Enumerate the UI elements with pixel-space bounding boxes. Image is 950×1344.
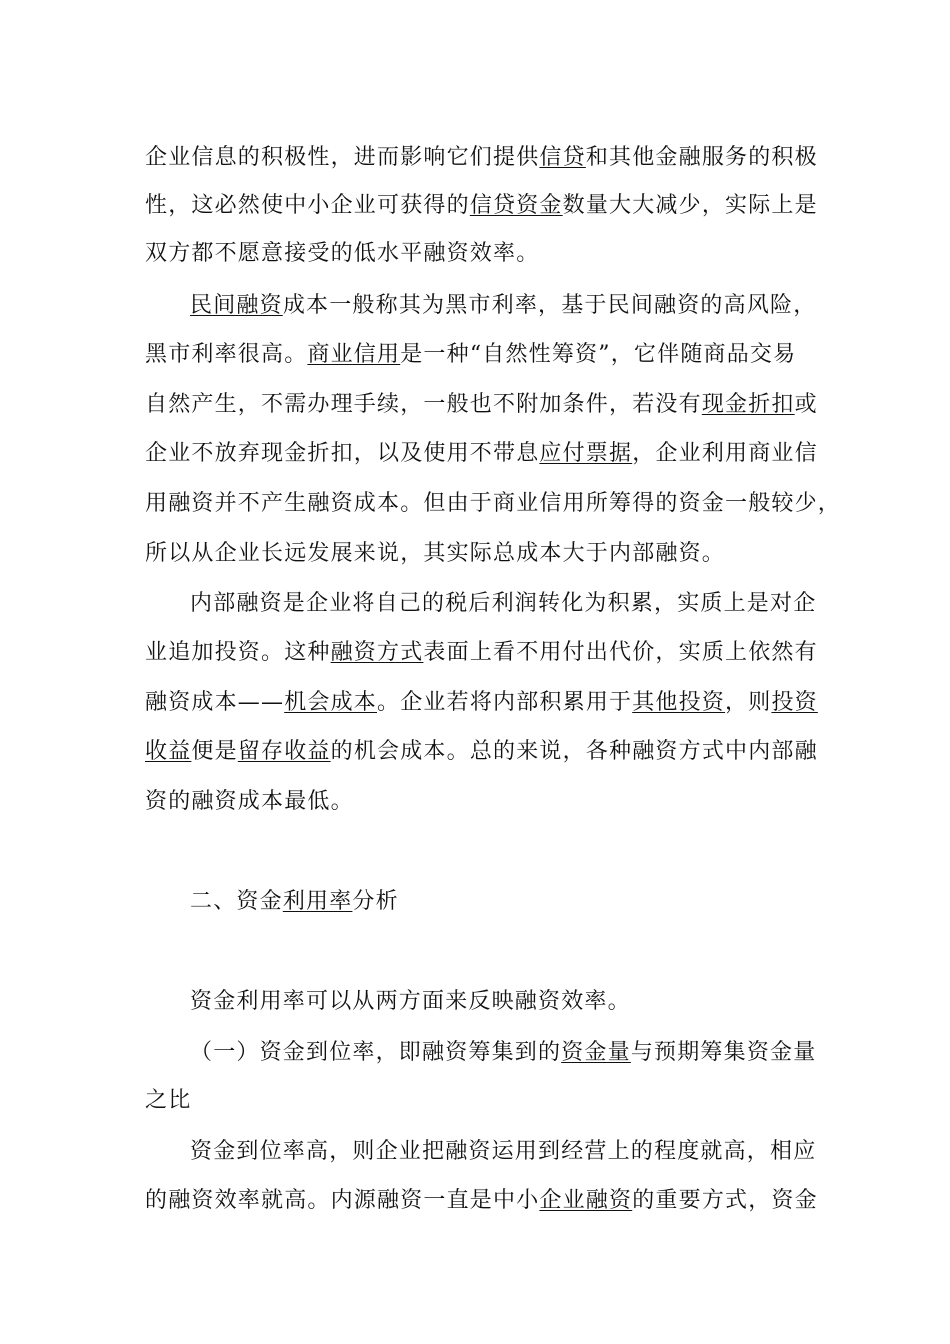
- text-run: ，则: [725, 690, 772, 715]
- text-run: 用融资并不产生融资成本。但由于商业信用所筹得的资金一般较少，: [145, 491, 842, 516]
- paragraph-line: [145, 337, 796, 368]
- paragraph-line: [190, 984, 631, 1015]
- text-run: 。企业若将内部积累用于: [377, 690, 633, 715]
- paragraph-line: [145, 188, 818, 219]
- text-run: 的重要方式，资金: [632, 1188, 818, 1213]
- paragraph-line: [145, 536, 725, 567]
- text-run: 分析: [352, 889, 399, 914]
- text-run: 与预期筹集资金量: [630, 1040, 817, 1065]
- text-run: 或: [794, 392, 818, 417]
- underlined-term-link[interactable]: 留存收益: [237, 739, 331, 764]
- paragraph-line: [145, 685, 818, 716]
- subsection-heading: [190, 1035, 816, 1066]
- text-run: 资金利用率可以从两方面来反映融资效率。: [190, 989, 631, 1014]
- underlined-term-link[interactable]: 机会成本: [284, 690, 378, 715]
- text-run: 便是: [191, 739, 238, 764]
- underlined-term-link[interactable]: 民间融资: [190, 293, 283, 318]
- text-run: （一）资金到位率，即融资筹集到的: [190, 1040, 562, 1065]
- section-heading: [190, 884, 399, 915]
- paragraph-line: [190, 288, 816, 319]
- text-run: 的机会成本。总的来说，各种融资方式中内部融: [330, 739, 818, 764]
- paragraph-line: [145, 1183, 818, 1214]
- underlined-term-link[interactable]: 投资: [771, 690, 818, 715]
- text-run: 自然产生，不需办理手续，一般也不附加条件，若没有: [145, 392, 702, 417]
- text-run: 是一种“自然性筹资”，它伴随商品交易: [400, 342, 797, 367]
- underlined-term-link[interactable]: 收益: [145, 739, 192, 764]
- text-run: 内部融资是企业将自己的税后利润转化为积累，实质上是对企: [190, 591, 817, 616]
- text-run: 所以从企业长远发展来说，其实际总成本大于内部融资。: [145, 541, 726, 566]
- text-run: 资的融资成本最低。: [145, 789, 354, 814]
- text-run: 和其他金融服务的积极: [585, 145, 818, 170]
- text-run: 表面上看不用付出代价，实质上依然有: [423, 640, 818, 665]
- text-run: ，企业利用商业信: [632, 441, 818, 466]
- underlined-term-link[interactable]: 资金量: [561, 1040, 631, 1065]
- text-run: 融资成本——: [145, 690, 285, 715]
- paragraph-line: [190, 586, 816, 617]
- text-run: 性，这必然使中小企业可获得的: [145, 193, 470, 218]
- text-run: 成本一般称其为黑市利率，基于民间融资的高风险，: [282, 293, 817, 318]
- underlined-term-link[interactable]: 其他投资: [632, 690, 726, 715]
- text-run: 业追加投资。这种: [145, 640, 331, 665]
- paragraph-line: [145, 486, 841, 517]
- text-run: 资金到位率高，则企业把融资运用到经营上的程度就高，相应: [190, 1139, 817, 1164]
- text-run: 二、资金: [190, 889, 283, 914]
- text-run: 之比: [145, 1088, 192, 1113]
- underlined-term-link[interactable]: 融资方式: [330, 640, 424, 665]
- underlined-term-link[interactable]: 商业信用: [307, 342, 401, 367]
- underlined-term-link[interactable]: 信贷: [539, 145, 586, 170]
- paragraph-line: [145, 436, 818, 467]
- text-run: 双方都不愿意接受的低水平融资效率。: [145, 241, 540, 266]
- subsection-heading: [145, 1083, 191, 1114]
- paragraph-line: [145, 734, 818, 765]
- underlined-term-link[interactable]: 信贷资金: [469, 193, 563, 218]
- text-run: 数量大大减少，实际上是: [562, 193, 818, 218]
- underlined-term-link[interactable]: 企业融资: [539, 1188, 633, 1213]
- underlined-term-link[interactable]: 应付票据: [539, 441, 633, 466]
- underlined-term-link[interactable]: 现金折扣: [701, 392, 795, 417]
- paragraph-line: [190, 1134, 816, 1165]
- paragraph-line: [145, 387, 818, 418]
- paragraph-line: [145, 236, 539, 267]
- text-run: 企业信息的积极性，进而影响它们提供: [145, 145, 540, 170]
- paragraph-line: [145, 140, 818, 171]
- paragraph-line: [145, 784, 354, 815]
- paragraph-line: [145, 635, 818, 666]
- text-run: 黑市利率很高。: [145, 342, 308, 367]
- text-run: 企业不放弃现金折扣，以及使用不带息: [145, 441, 540, 466]
- underlined-term-link[interactable]: 利用率: [282, 889, 353, 914]
- text-run: 的融资效率就高。内源融资一直是中小: [145, 1188, 540, 1213]
